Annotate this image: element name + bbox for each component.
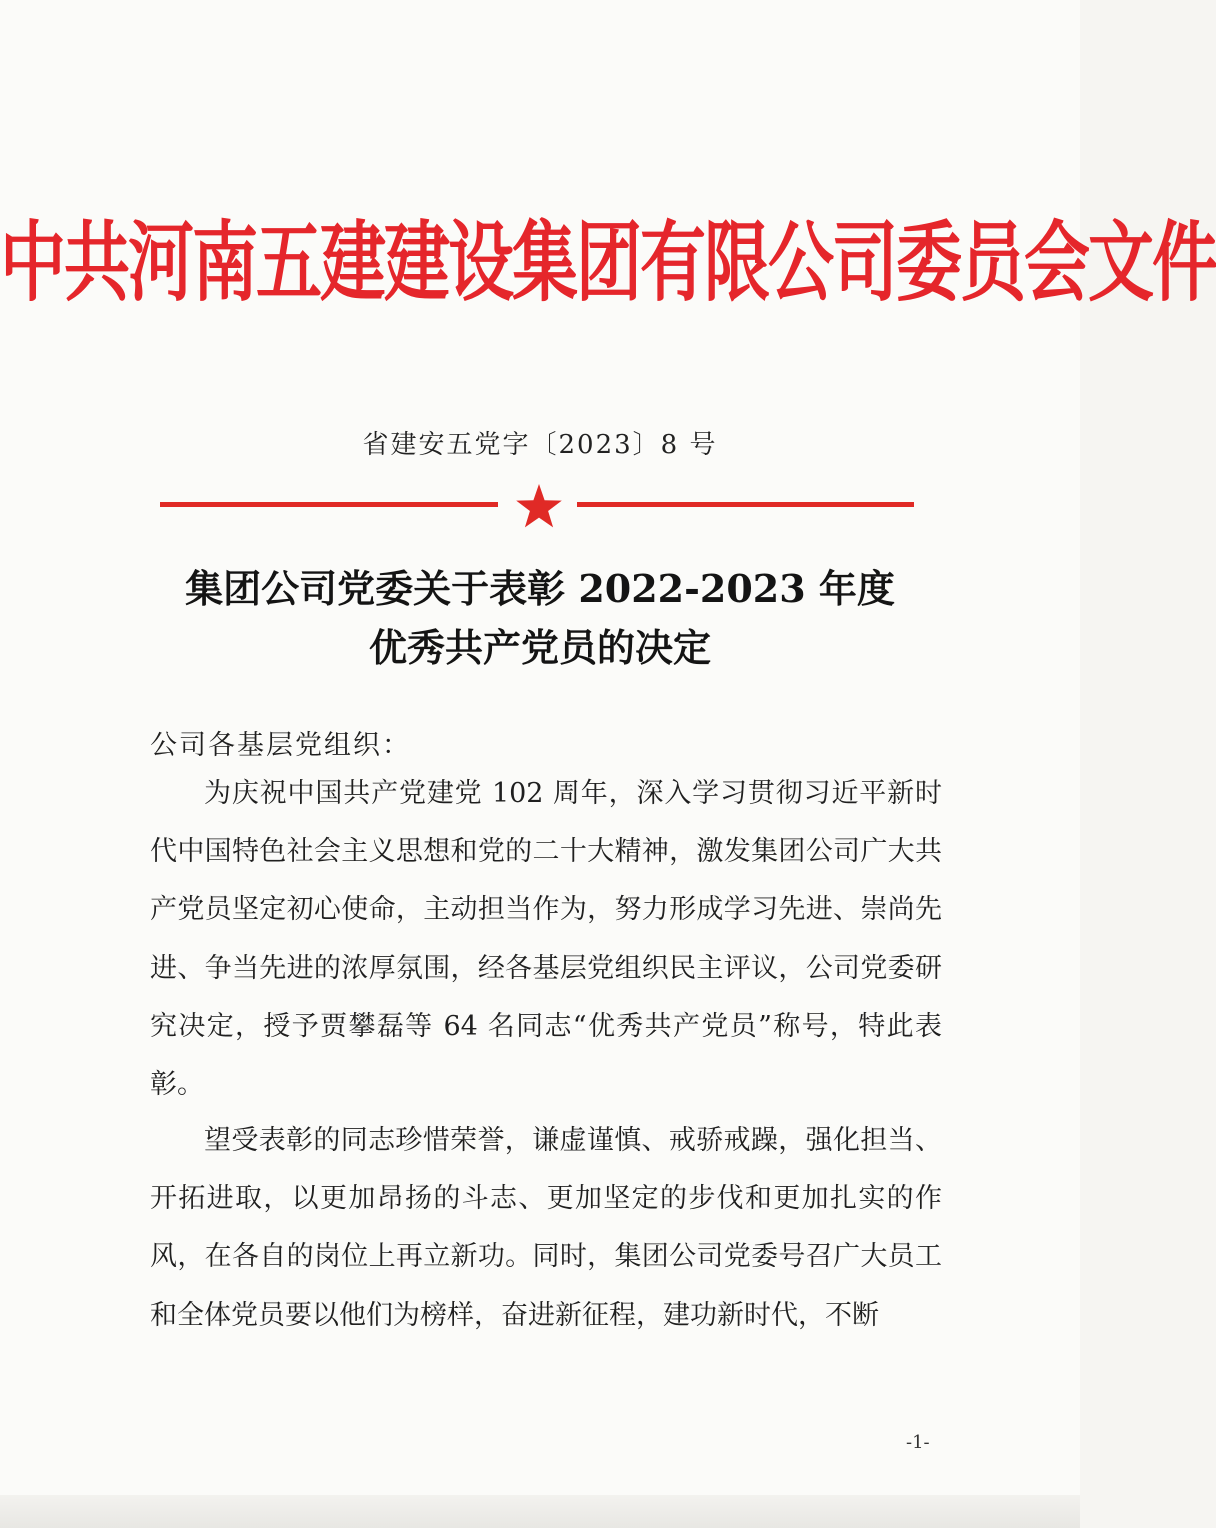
salutation: 公司各基层党组织： xyxy=(150,730,411,761)
star-icon xyxy=(515,483,563,529)
decision-title-line2: 优秀共产党员的决定 xyxy=(368,625,711,670)
decision-title-line1: 集团公司党委关于表彰 2022-2023 年度 xyxy=(185,566,895,611)
document-number: 省建安五党字〔2023〕8 号 xyxy=(362,430,718,460)
red-rule-right xyxy=(577,502,914,507)
red-rule-left xyxy=(160,502,498,507)
page-number: -1- xyxy=(906,1432,930,1453)
body-paragraph-1: 为庆祝中国共产党建党 102 周年，深入学习贯彻习近平新时代中国特色社会主义思想和党的二十大精神，激发集团公司广大共产党员坚定初心使命，主动担当作为，努力形成学习先进、崇尚先进、争当先进的浓厚氛围，经各基层党组织民主评议，公司党委研究决定，授予贾攀磊等 64 名同志“优秀共产党员”称号，特此表彰。 xyxy=(150,778,942,1101)
scan-bottom-edge xyxy=(0,1495,1080,1528)
document-header-title: 中共河南五建建设集团有限公司委员会文件 xyxy=(0,211,1216,314)
body-paragraph-2: 望受表彰的同志珍惜荣誉，谦虚谨慎、戒骄戒躁，强化担当、开拓进取，以更加昂扬的斗志、更加坚定的步伐和更加扎实的作风，在各自的岗位上再立新功。同时，集团公司党委号召广大员工和全体党员要以他们为榜样，奋进新征程，建功新时代，不断 xyxy=(150,1125,942,1331)
